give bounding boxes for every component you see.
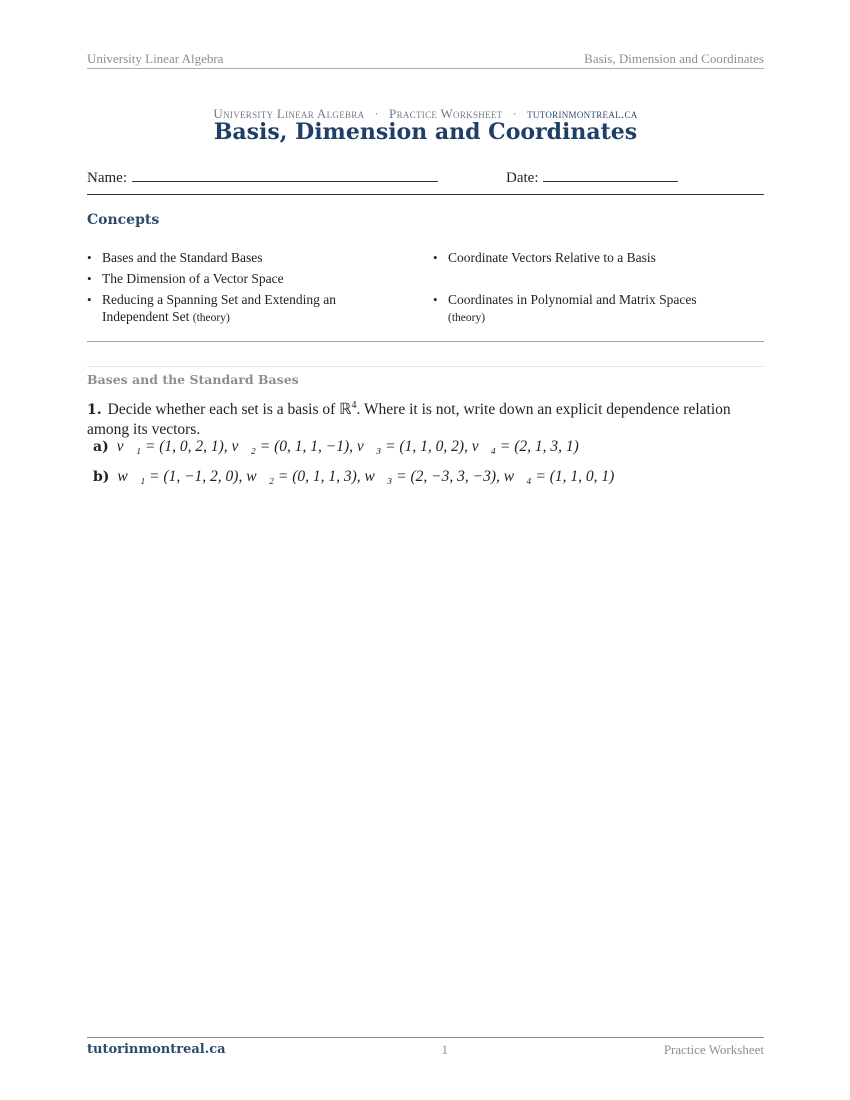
footer-label: Practice Worksheet — [663, 1042, 764, 1057]
part-vectors: w⃗₁ = (1, −1, 2, 0), w⃗₂ = (0, 1, 1, 3), w⃗₃ = (2, −3, 3, −3), w⃗₄ = (1, 1, 0, 1) — [117, 468, 615, 485]
worksheet-page — [87, 0, 764, 1100]
part-label: a) — [93, 439, 109, 455]
concept-note: (theory) — [448, 312, 486, 324]
problem-text-before: Decide whether each set is a basis of ℝ — [107, 401, 352, 419]
running-header — [87, 51, 764, 67]
date-label: Date: — [506, 170, 539, 186]
series-separator: · — [374, 106, 380, 121]
page-title: Basis, Dimension and Coordinates — [213, 119, 638, 145]
concept-text: Coordinate Vectors Relative to a Basis — [448, 250, 656, 265]
series-site: tutorinmontreal.ca — [527, 106, 638, 121]
concept-item — [87, 249, 372, 266]
name-blank[interactable] — [132, 167, 438, 182]
problem-part — [93, 438, 579, 456]
series-course: University Linear Algebra — [213, 106, 365, 121]
part-label: b) — [93, 469, 110, 485]
concept-note: (theory) — [192, 312, 230, 324]
concept-item — [433, 249, 718, 266]
concept-text: Reducing a Spanning Set and Extending an Independent Set — [102, 292, 336, 324]
page-footer — [87, 1042, 764, 1058]
concept-text: Coordinates in Polynomial and Matrix Spaces — [448, 292, 697, 307]
section-heading: Bases and the Standard Bases — [87, 372, 299, 387]
running-header-left: University Linear Algebra — [87, 51, 224, 66]
concept-item — [87, 270, 372, 287]
title-divider — [87, 194, 764, 195]
concept-text: Bases and the Standard Bases — [102, 250, 263, 265]
name-label: Name: — [87, 170, 127, 186]
series-separator: · — [512, 106, 518, 121]
section-divider — [87, 366, 764, 367]
problem-statement — [87, 396, 764, 439]
footer-divider — [87, 1037, 764, 1038]
series-kind: Practice Worksheet — [389, 106, 503, 121]
part-vectors: v⃗₁ = (1, 0, 2, 1), v⃗₂ = (0, 1, 1, −1), v⃗₃ = (1, 1, 0, 2), v⃗₄ = (2, 1, 3, 1) — [116, 438, 579, 455]
concepts-divider — [87, 341, 764, 342]
concept-text: The Dimension of a Vector Space — [102, 271, 284, 286]
problem-number: 1. — [87, 402, 102, 419]
name-field — [87, 167, 438, 187]
header-divider — [87, 68, 764, 69]
date-field — [506, 167, 678, 187]
concepts-heading: Concepts — [87, 212, 160, 228]
date-blank[interactable] — [543, 167, 678, 182]
concept-item — [87, 291, 372, 327]
footer-site: tutorinmontreal.ca — [87, 1042, 226, 1057]
running-header-right: Basis, Dimension and Coordinates — [584, 51, 764, 66]
problem-text-after: . Where it is not, write down an explicit dependence relation among its vectors. — [87, 401, 731, 439]
page-number: 1 — [441, 1042, 448, 1057]
problem-part — [93, 468, 614, 486]
problem-sup: 4 — [351, 400, 357, 411]
concept-item — [433, 291, 718, 327]
